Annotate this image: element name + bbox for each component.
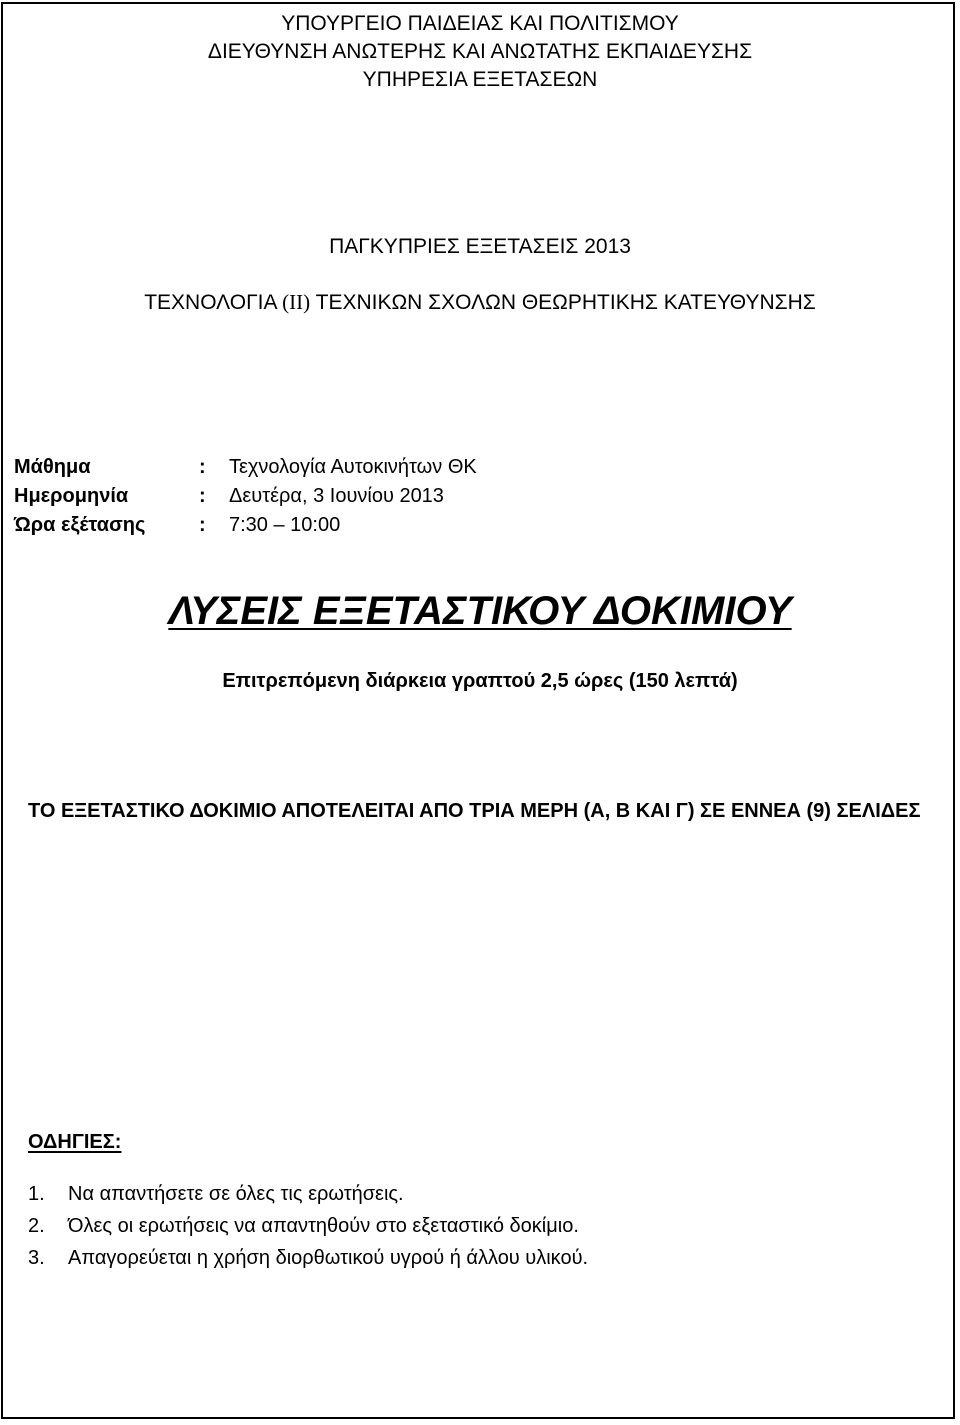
list-item <box>28 1242 588 1274</box>
subject-prefix: ΤΕΧΝΟΛΟΓΙΑ <box>144 291 283 314</box>
info-value: Δευτέρα, 3 Ιουνίου 2013 <box>229 485 444 507</box>
info-colon: : <box>199 514 206 536</box>
duration-note: Επιτρεπόμενη διάρκεια γραπτού 2,5 ώρες (150 λεπτά) <box>222 670 738 692</box>
item-number: 3. <box>28 1247 45 1269</box>
list-item <box>28 1210 588 1242</box>
subject-roman: (II) <box>282 290 311 314</box>
info-colon: : <box>199 456 206 478</box>
info-row-subject <box>14 453 477 482</box>
main-title: ΛΥΣΕΙΣ ΕΞΕΤΑΣΤΙΚΟΥ ΔΟΚΙΜΙΟΥ <box>168 589 792 633</box>
instructions-list <box>28 1178 588 1274</box>
info-label: Ώρα εξέτασης <box>14 514 146 536</box>
subject-suffix: ΤΕΧΝΙΚΩΝ ΣΧΟΛΩΝ ΘΕΩΡΗΤΙΚΗΣ ΚΑΤΕΥΘΥΝΣΗΣ <box>310 291 816 314</box>
info-label: Μάθημα <box>14 456 91 478</box>
service-name: ΥΠΗΡΕΣΙΑ ΕΞΕΤΑΣΕΩΝ <box>362 68 598 91</box>
exam-title: ΠΑΓΚΥΠΡΙΕΣ ΕΞΕΤΑΣΕΙΣ 2013 <box>329 235 631 258</box>
info-colon: : <box>199 485 206 507</box>
info-value: 7:30 – 10:00 <box>229 514 341 536</box>
info-row-time <box>14 511 477 540</box>
list-item <box>28 1178 588 1210</box>
info-label: Ημερομηνία <box>14 485 129 507</box>
item-number: 2. <box>28 1215 45 1237</box>
info-row-date <box>14 482 477 511</box>
subject-line <box>0 288 960 317</box>
exam-info <box>14 453 477 540</box>
composition-note: ΤΟ ΕΞΕΤΑΣΤΙΚΟ ΔΟΚΙΜΙΟ ΑΠΟΤΕΛΕΙΤΑΙ ΑΠΟ ΤΡΙΑ ΜΕΡΗ (Α, Β ΚΑΙ Γ) ΣΕ ΕΝΝΕΑ (9) ΣΕΛΙΔΕΣ <box>28 800 921 822</box>
directorate-name: ΔΙΕΥΘΥΝΣΗ ΑΝΩΤΕΡΗΣ ΚΑΙ ΑΝΩΤΑΤΗΣ ΕΚΠΑΙΔΕΥΣΗΣ <box>207 40 753 63</box>
item-text: Να απαντήσετε σε όλες τις ερωτήσεις. <box>68 1183 404 1205</box>
ministry-name: ΥΠΟΥΡΓΕΙΟ ΠΑΙΔΕΙΑΣ ΚΑΙ ΠΟΛΙΤΙΣΜΟΥ <box>281 12 679 35</box>
instructions-heading: ΟΔΗΓΙΕΣ: <box>28 1131 122 1153</box>
item-number: 1. <box>28 1183 45 1205</box>
item-text: Απαγορεύεται η χρήση διορθωτικού υγρού ή άλλου υλικού. <box>68 1247 589 1269</box>
ministry-header <box>0 10 960 94</box>
info-value: Τεχνολογία Αυτοκινήτων ΘΚ <box>229 456 477 478</box>
item-text: Όλες οι ερωτήσεις να απαντηθούν στο εξεταστικό δοκίμιο. <box>68 1215 579 1237</box>
